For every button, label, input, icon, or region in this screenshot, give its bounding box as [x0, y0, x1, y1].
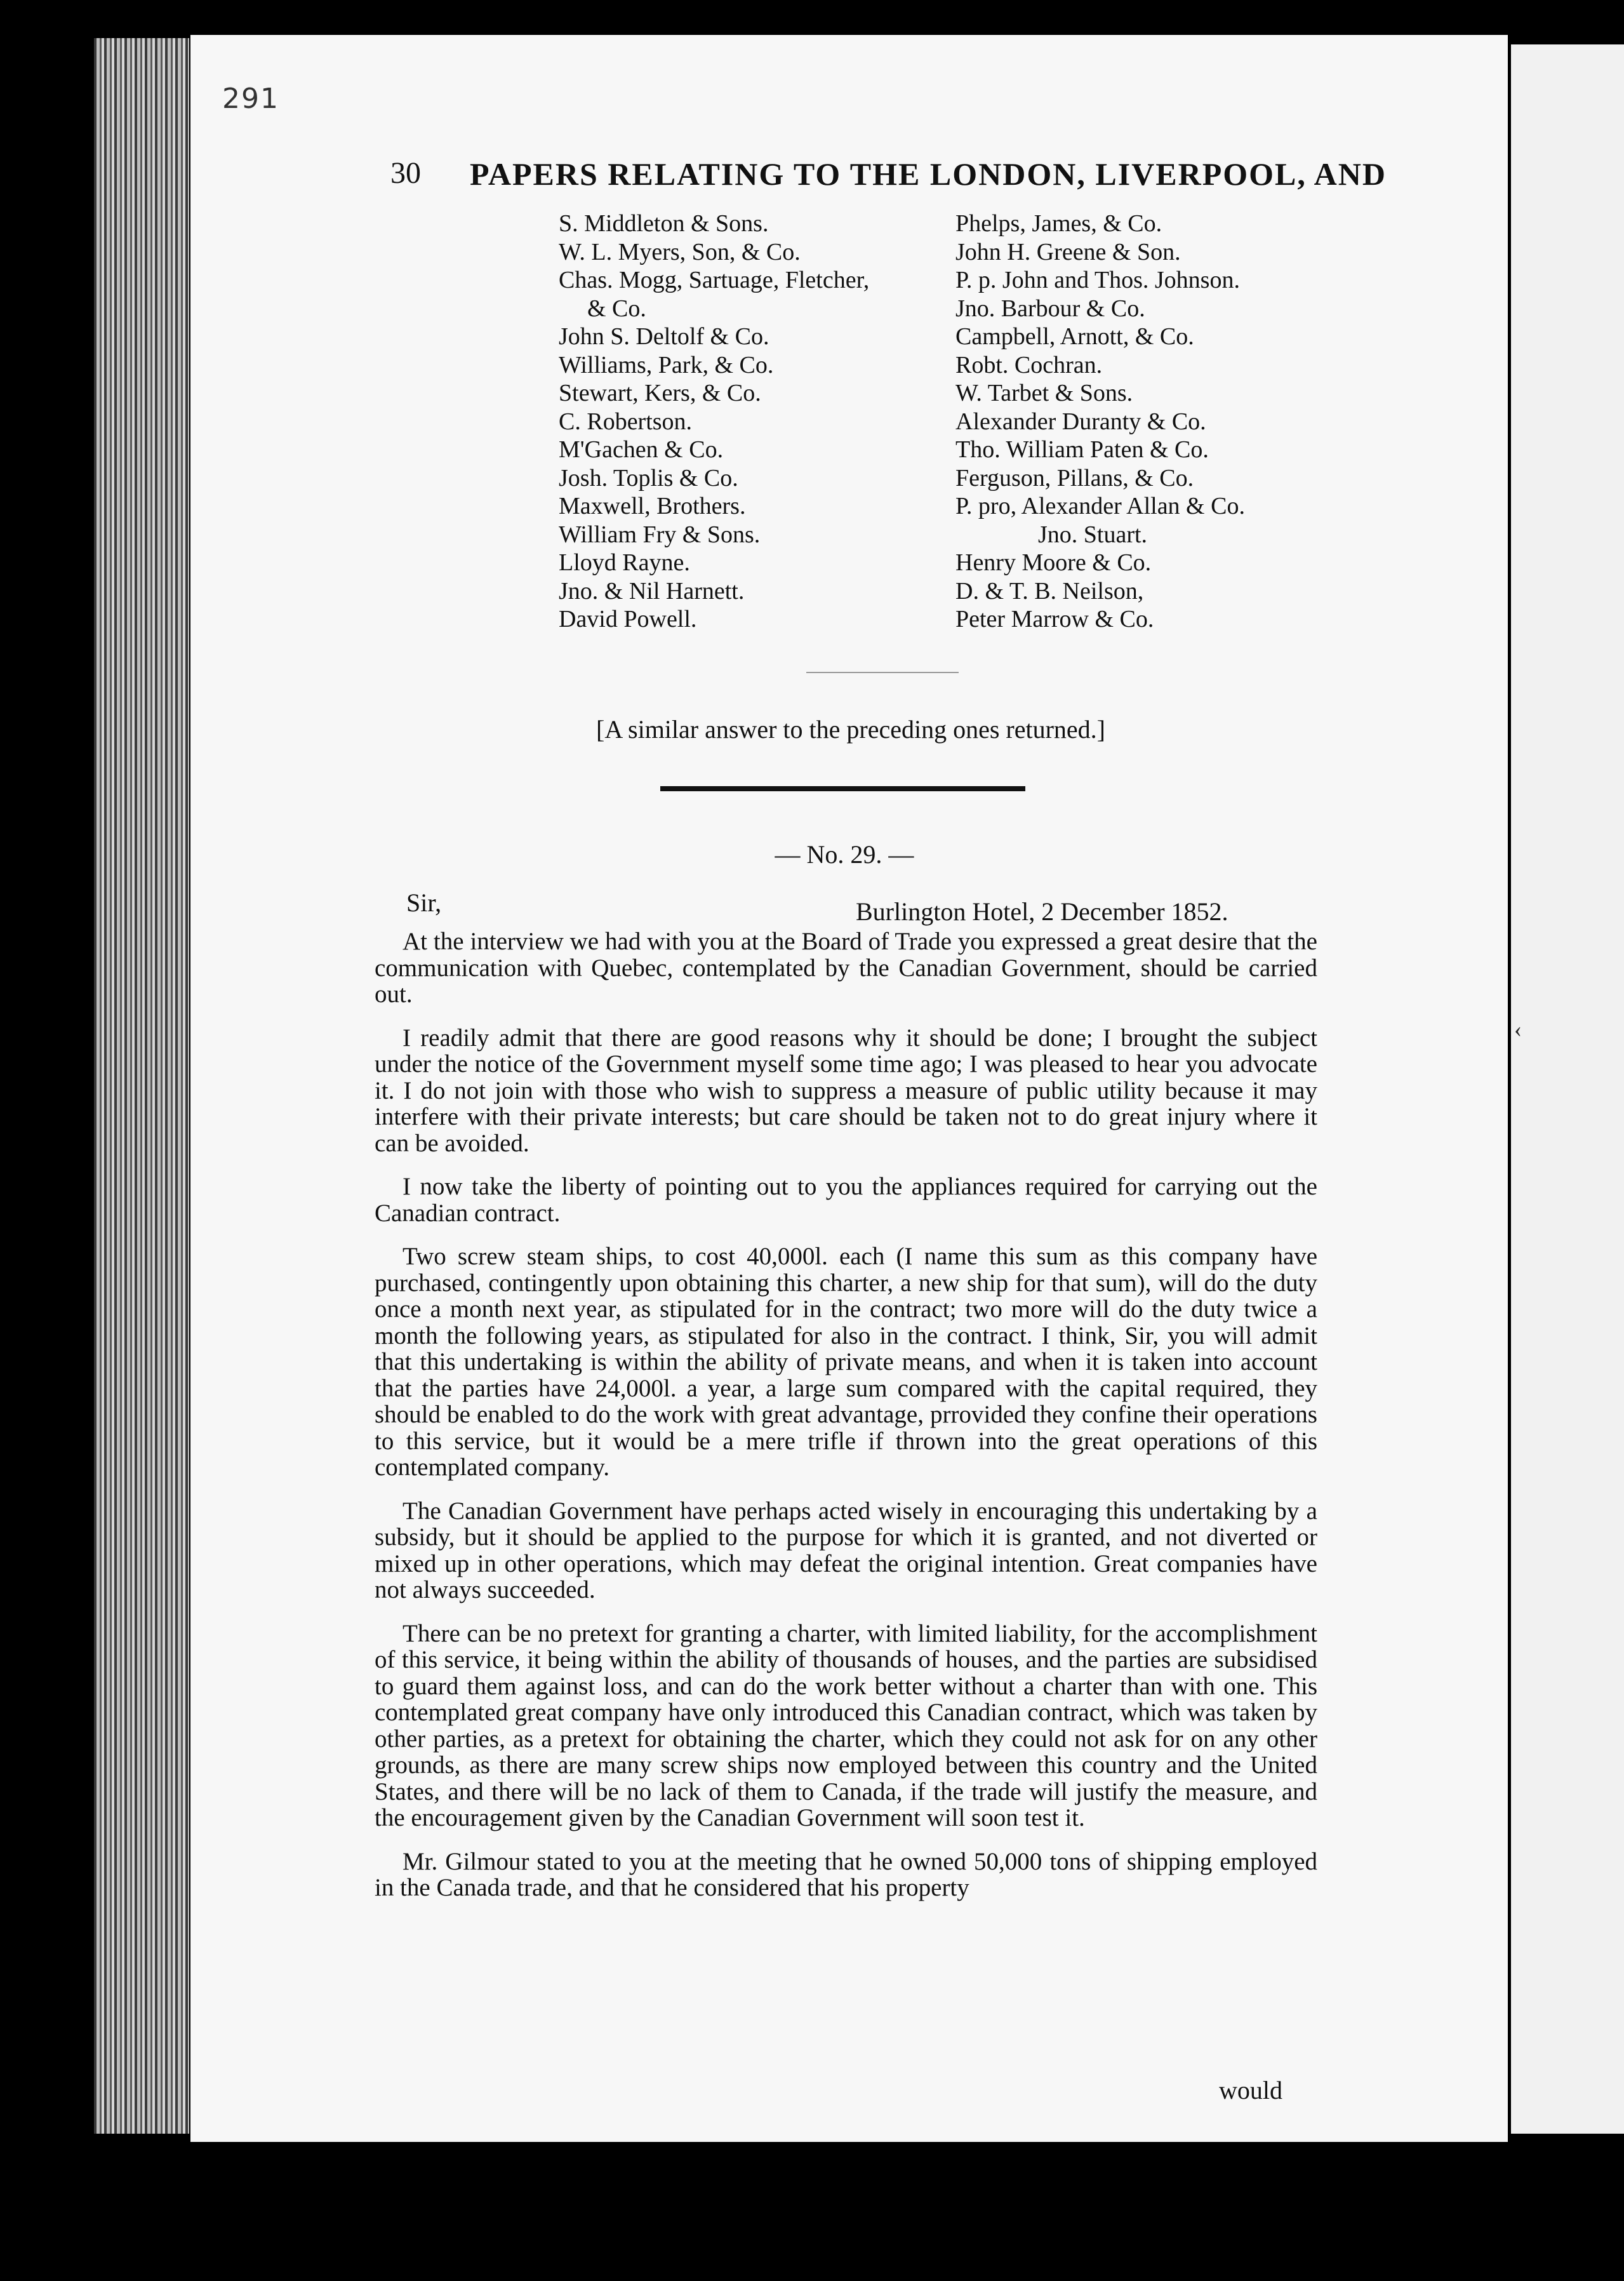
signatory: Maxwell, Brothers.: [559, 493, 746, 519]
section-divider: [806, 672, 959, 673]
signatory: Henry Moore & Co.: [955, 549, 1152, 576]
signatories-right-column: [955, 210, 1245, 634]
signatory: William Fry & Sons.: [559, 521, 761, 548]
signatory: W. L. Myers, Son, & Co.: [559, 238, 801, 265]
similar-answer-note: [A similar answer to the preceding ones returned.]: [596, 715, 1105, 744]
paragraph: I now take the liberty of pointing out to you the appliances required for carrying out the Canadian contract.: [375, 1173, 1317, 1227]
catchword: would: [1219, 2076, 1282, 2104]
signatory: Tho. William Paten & Co.: [955, 436, 1209, 463]
signatory: John S. Deltolf & Co.: [559, 323, 769, 350]
page-number: 30: [390, 156, 421, 190]
signatory: Williams, Park, & Co.: [559, 351, 774, 378]
signatory: W. Tarbet & Sons.: [955, 380, 1133, 406]
signatories-left-column: [559, 210, 869, 634]
paragraph: The Canadian Government have perhaps acted wisely in encouraging this undertaking by a subsidy, but it should be applied to the purpose for which it is granted, and not diverted or mixed up in other operations, which may defeat the original intention. Great companies have not always succeeded.: [375, 1497, 1317, 1603]
letter-salutation: Sir,: [406, 888, 442, 917]
signatory: Phelps, James, & Co.: [955, 210, 1162, 237]
paragraph: There can be no pretext for granting a charter, with limited liability, for the accomplishment of this service, it being within the ability of thousands of houses, and the parties are subsidised to guard them against loss, and can do the work better without a charter than with one. This contemplated great company have only introduced this Canadian contract, which was taken by other parties, as a pretext for obtaining the charter, which they could not ask for on any other grounds, as there are many screw ships now employed between this country and the United States, and there will be no lack of them to Canada, if the trade will justify the measure, and the encouragement given by the Canadian Government will soon test it.: [375, 1619, 1317, 1831]
paragraph: I readily admit that there are good reasons why it should be done; I brought the subject under the notice of the Government myself some time ago; I was pleased to hear you advocate it. I do not join with those who wish to suppress a measure of public utility because it may interfere with their private interests; but care should be taken not to do great injury where it can be avoided.: [375, 1024, 1317, 1157]
signatory: Peter Marrow & Co.: [955, 606, 1154, 632]
signatory-continuation: Jno. Stuart.: [1038, 521, 1148, 548]
running-head-title: PAPERS RELATING TO THE LONDON, LIVERPOOL, AND: [470, 156, 1387, 192]
running-head: [390, 156, 1387, 200]
signatory: Alexander Duranty & Co.: [955, 408, 1206, 435]
signatory: Jno. & Nil Harnett.: [559, 577, 745, 605]
signatory: David Powell.: [559, 606, 697, 632]
book-page-edges: [94, 38, 189, 2134]
facing-page-edge: [1511, 44, 1624, 2134]
pencil-page-note: 291: [222, 83, 279, 115]
signatory: Jno. Barbour & Co.: [955, 295, 1145, 322]
signatory: Josh. Toplis & Co.: [559, 464, 738, 492]
paragraph: Mr. Gilmour stated to you at the meeting that he owned 50,000 tons of shipping employed in the Canada trade, and that he considered that his property: [375, 1847, 1317, 1901]
signatory: John H. Greene & Son.: [955, 238, 1181, 265]
letter-dateline: Burlington Hotel, 2 December 1852.: [856, 897, 1228, 926]
document-number: — No. 29. —: [775, 840, 914, 869]
signatory: P. pro, Alexander Allan & Co.: [955, 493, 1245, 519]
document-divider: [660, 786, 1025, 791]
signatory-continuation: & Co.: [587, 295, 646, 322]
signatory: D. & T. B. Neilson,: [955, 577, 1144, 605]
margin-mark: ‹: [1514, 1017, 1522, 1042]
signatory: Stewart, Kers, & Co.: [559, 380, 761, 406]
signatory: Chas. Mogg, Sartuage, Fletcher,: [559, 267, 870, 293]
signatory: Robt. Cochran.: [955, 351, 1103, 378]
letter-body: [375, 928, 1317, 1901]
signatory: M'Gachen & Co.: [559, 436, 724, 463]
signatory: Ferguson, Pillans, & Co.: [955, 464, 1194, 492]
signatory: C. Robertson.: [559, 408, 693, 435]
signatory: Campbell, Arnott, & Co.: [955, 323, 1194, 350]
paragraph: Two screw steam ships, to cost 40,000l. each (I name this sum as this company have purchased, contingently upon obtaining this charter, a new ship for that sum), will do the duty once a month next year, as stipulated for in the contract; two more will do the duty twice a month the following years, as stipulated for also in the contract. I think, Sir, you will admit that this undertaking is within the ability of private means, and when it is taken into account that the parties have 24,000l. a year, a large sum compared with the capital required, they should be enabled to do the work with great advantage, prrovided they confine their operations to this service, but it would be a mere trifle if thrown into the great operations of this contemplated company.: [375, 1243, 1317, 1481]
paragraph: At the interview we had with you at the Board of Trade you expressed a great desire that the communication with Quebec, contemplated by the Canadian Government, should be carried out.: [375, 928, 1317, 1008]
signatory: P. p. John and Thos. Johnson.: [955, 267, 1240, 293]
signatory: S. Middleton & Sons.: [559, 210, 769, 237]
signatory: Lloyd Rayne.: [559, 549, 690, 576]
